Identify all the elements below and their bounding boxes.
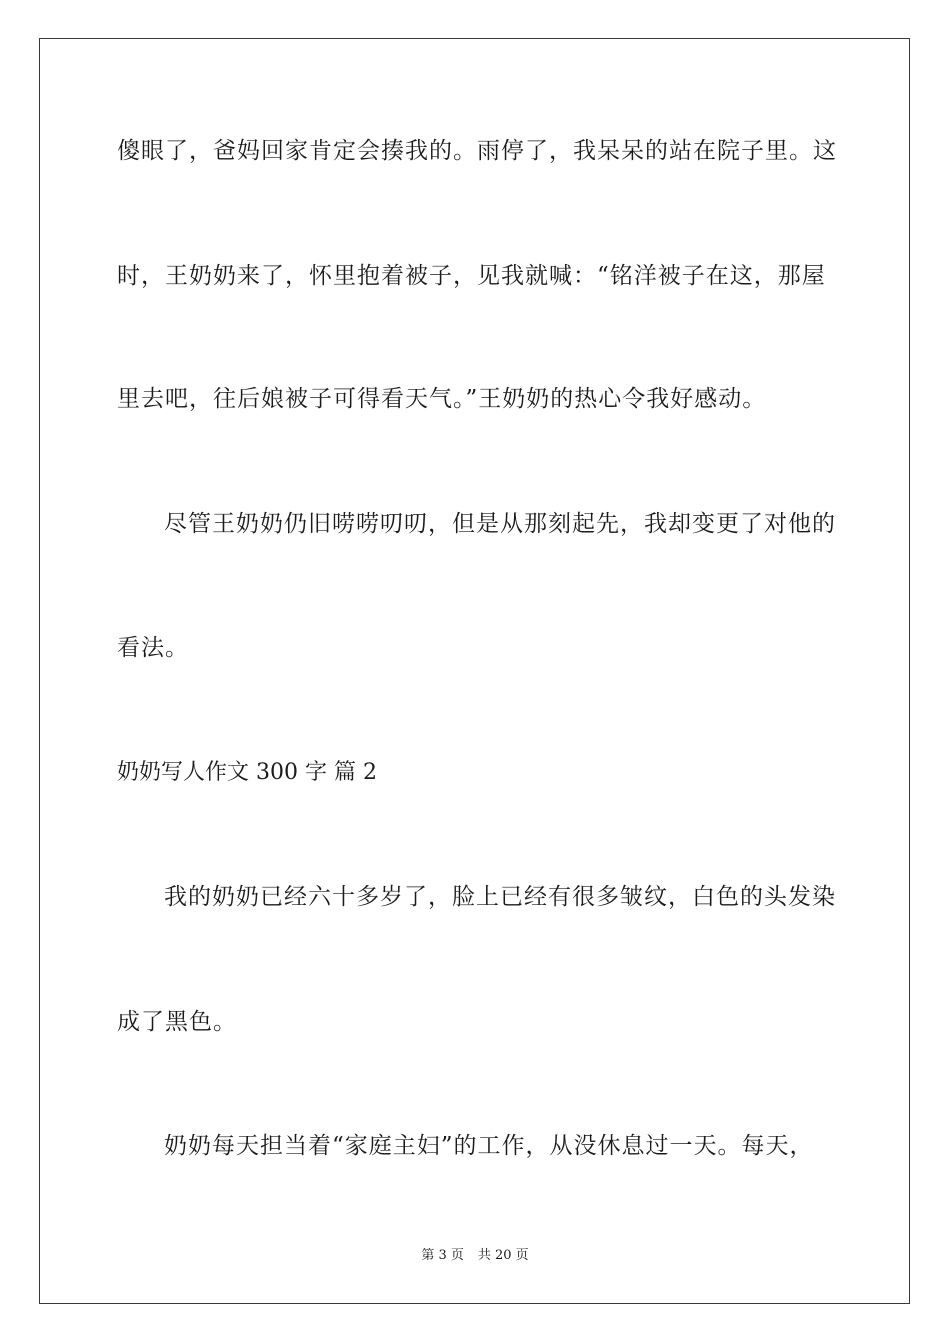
page-total: 共 20 页 xyxy=(477,1248,529,1263)
text-line-8: 奶奶每天担当着“家庭主妇”的工作，从没休息过一天。每天， xyxy=(164,1133,814,1159)
text-line-5: 看法。 xyxy=(117,635,189,661)
page-number: 第 3 页 xyxy=(421,1248,464,1263)
text-line-3: 里去吧，往后娘被子可得看天气。”王奶奶的热心令我好感动。 xyxy=(117,386,767,412)
section-heading: 奶奶写人作文 300 字 篇 2 xyxy=(117,760,377,785)
page-border xyxy=(39,38,910,1304)
text-line-6: 我的奶奶已经六十多岁了，脸上已经有很多皱纹，白色的头发染 xyxy=(164,884,836,910)
text-line-4: 尽管王奶奶仍旧唠唠叨叨，但是从那刻起先，我却变更了对他的 xyxy=(164,511,836,537)
page-footer xyxy=(0,1247,950,1265)
text-line-1: 傻眼了，爸妈回家肯定会揍我的。雨停了，我呆呆的站在院子里。这 xyxy=(117,138,837,164)
text-line-2: 时，王奶奶来了，怀里抱着被子，见我就喊：“铭洋被子在这，那屋 xyxy=(117,263,826,289)
text-line-7: 成了黑色。 xyxy=(117,1009,237,1035)
